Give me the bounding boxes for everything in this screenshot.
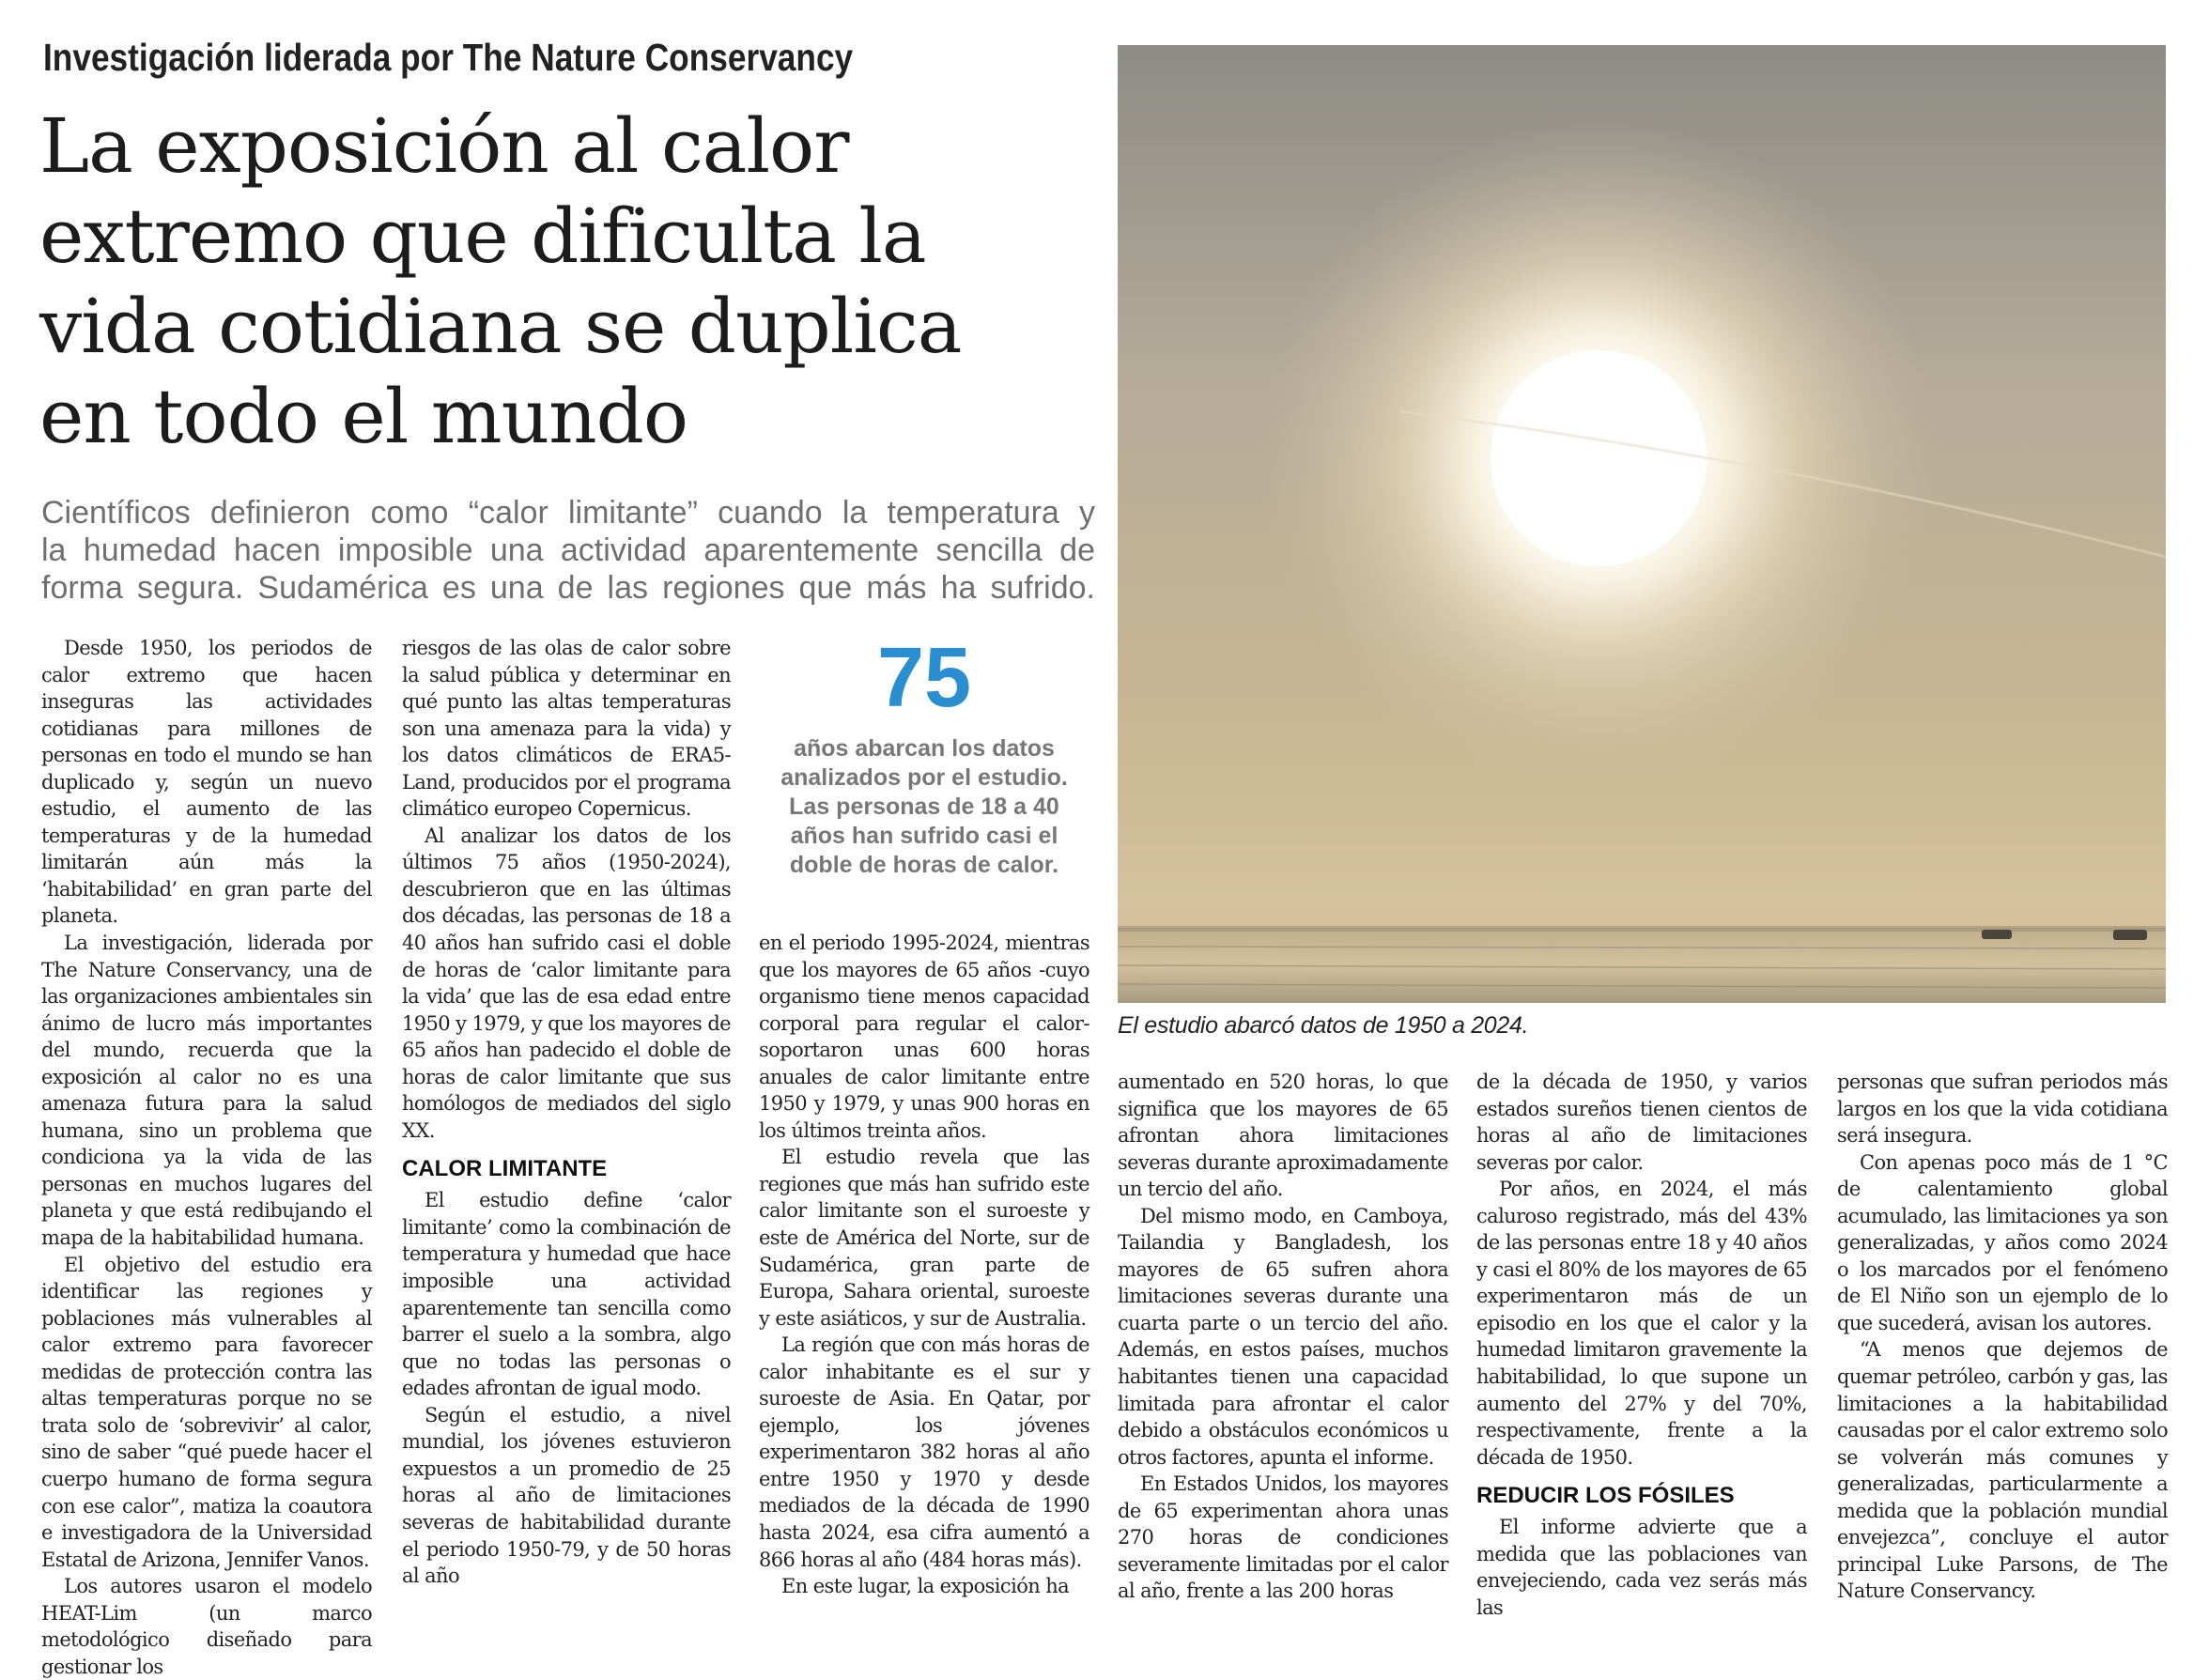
section-heading: CALOR LIMITANTE: [402, 1156, 608, 1182]
paragraph: En Estados Unidos, los mayores de 65 experimentan ahora unas 270 horas de condiciones severamente limitadas por el calor al año, frente a las 200 horas: [1118, 1472, 1448, 1603]
subhead-line: la humedad hacen imposible una actividad aparentemente sencilla de: [41, 532, 1095, 568]
headline-line: en todo el mundo: [39, 373, 688, 460]
paragraph: En este lugar, la exposición ha: [781, 1575, 1070, 1598]
headline-line: La exposición al calor: [39, 102, 849, 190]
article-subhead: [41, 494, 1095, 607]
paragraph: Según el estudio, a nivel mundial, los jóvenes estuvieron expuestos a un promedio de 25 horas al año de limitaciones severas de habitabilidad durante el periodo 1950-79, y de 50 horas al año: [402, 1403, 731, 1588]
paragraph: Con apenas poco más de 1 °C de calentamiento global acumulado, las limitaciones ya son generalizadas, y años como 2024 o los marcados por el fenómeno de El Niño son un ejemplo de lo que sucederá, avisan los autores.: [1837, 1150, 2168, 1334]
paragraph: El estudio revela que las regiones que más han sufrido este calor limitante son el suroeste y este de América del Norte, sur de Sudamérica, gran parte de Europa, Sahara oriental, suroeste y este asiáticos, y sur de Australia.: [759, 1146, 1089, 1330]
paragraph: personas que sufran periodos más largos en los que la vida cotidiana será insegura.: [1837, 1071, 2168, 1148]
section-heading: REDUCIR LOS FÓSILES: [1476, 1483, 1735, 1509]
paragraph: riesgos de las olas de calor sobre la salud pública y determinar en qué punto las altas temperaturas son una amenaza para la vida) y los datos climáticos de ERA5-Land, producidos por el programa climático europeo Copernicus.: [402, 637, 731, 821]
paragraph: El objetivo del estudio era identificar las regiones y poblaciones más vulnerables al calor extremo para favorecer medidas de protección contra las altas temperaturas porque no se trata solo de ‘sobrevivir’ al calor, sino de saber “qué puede hacer el cuerpo humano de forma segura con ese calor”, matiza la coautora e investigadora de la Universidad Estatal de Arizona, Jennifer Vanos.: [41, 1253, 372, 1571]
paragraph: Desde 1950, los periodos de calor extremo que hacen inseguras las actividades cotidianas para millones de personas en todo el mundo se han duplicado y, según un nuevo estudio, el aumento de las temperaturas y de la humedad limitarán aún más la ‘habitabilidad’ en gran parte del planeta.: [41, 637, 372, 928]
headline-line: vida cotidiana se duplica: [39, 283, 962, 370]
text-column-6: [1837, 1069, 2168, 1605]
paragraph: La investigación, liderada por The Nature Conservancy, una de las organizaciones ambientales sin ánimo de lucro más importantes del mundo, recuerda que la exposición al calor no es una amenaza futura para la salud humana, sino un problema que condiciona ya la vida de las personas en muchos lugares del planeta y que está redibujando el mapa de la habitabilidad humana.: [41, 932, 372, 1250]
subhead-line: Científicos definieron como “calor limitante” cuando la temperatura y: [41, 495, 1095, 531]
paragraph: aumentado en 520 horas, lo que significa que los mayores de 65 afrontan ahora limitaciones severas durante aproximadamente un tercio del año.: [1118, 1071, 1448, 1201]
paragraph: de la década de 1950, y varios estados sureños tienen cientos de horas al año de limitaciones severas por calor.: [1476, 1071, 1807, 1174]
paragraph: Los autores usaron el modelo HEAT-Lim (un marco metodológico diseñado para gestionar los: [41, 1575, 372, 1678]
text-column-1: [41, 635, 372, 1680]
headline-line: extremo que dificulta la: [39, 193, 926, 280]
article-kicker: Investigación liderada por The Nature Conservancy: [43, 36, 854, 79]
text-column-5: [1476, 1069, 1807, 1621]
article-headline: [39, 101, 1091, 462]
text-column-2: [402, 635, 731, 1590]
subhead-line: forma segura. Sudamérica es una de las regiones que más ha sufrido.: [41, 570, 1095, 606]
paragraph: Al analizar los datos de los últimos 75 años (1950-2024), descubrieron que en las últimas dos décadas, las personas de 18 a 40 años han sufrido casi el doble de horas de ‘calor limitante para la vida’ que las de esa edad entre 1950 y 1979, y que los mayores de 65 años han padecido el doble de horas de calor limitante que sus homólogos de mediados del siglo XX.: [402, 824, 731, 1142]
text-column-4: [1118, 1069, 1448, 1605]
sun-over-plain-image: [1118, 45, 2166, 1003]
photo-caption: El estudio abarcó datos de 1950 a 2024.: [1118, 1012, 1529, 1039]
article-photo: [1118, 45, 2166, 1003]
paragraph: El estudio define ‘calor limitante’ como la combinación de temperatura y humedad que hace imposible una actividad aparentemente tan sencilla como barrer el suelo a la sombra, algo que no todas las personas o edades afrontan de igual modo.: [402, 1189, 731, 1400]
paragraph: “A menos que dejemos de quemar petróleo, carbón y gas, las limitaciones a la habitabilidad causadas por el calor extremo solo se volverán más comunes y generalizadas, particularmente a medida que la población mundial envejezca”, concluye el autor principal Luke Parsons, de The Nature Conservancy.: [1837, 1338, 2168, 1603]
paragraph: La región que con más horas de calor inhabitante es el sur y suroeste de Asia. En Qatar, por ejemplo, los jóvenes experimentaron 382 horas al año entre 1950 y 1970 y desde mediados de la década de 1990 hasta 2024, esa cifra aumentó a 866 horas al año (484 horas más).: [759, 1333, 1089, 1571]
paragraph: El informe advierte que a medida que las poblaciones van envejeciendo, cada vez serás más las: [1476, 1516, 1807, 1619]
callout-number: 75: [876, 631, 972, 725]
paragraph: en el periodo 1995-2024, mientras que los mayores de 65 años -cuyo organismo tiene menos capacidad corporal para regular el calor- soportaron unas 600 horas anuales de calor limitante entre 1950 y 1979, y unas 900 horas en los últimos treinta años.: [759, 932, 1089, 1142]
text-column-3: [759, 930, 1089, 1600]
callout-text: años abarcan los datos analizados por el estudio. Las personas de 18 a 40 años han sufrido casi el doble de horas de calor.: [780, 735, 1068, 878]
stat-callout: [759, 631, 1089, 880]
paragraph: Del mismo modo, en Camboya, Tailandia y Bangladesh, los mayores de 65 sufren ahora limitaciones severas durante una cuarta parte o un tercio del año. Además, en estos países, muchos habitantes tienen una capacidad limitada para afrontar el calor debido a obstáculos económicos u otros factores, apunta el informe.: [1118, 1204, 1448, 1469]
paragraph: Por años, en 2024, el más caluroso registrado, más del 43% de las personas entre 18 y 40 años y casi el 80% de los mayores de 65 experimentaron más de un episodio en los que el calor y la humedad limitaron gravemente la habitabilidad, lo que supone un aumento del 27% y del 70%, respectivamente, frente a la década de 1950.: [1476, 1178, 1807, 1469]
